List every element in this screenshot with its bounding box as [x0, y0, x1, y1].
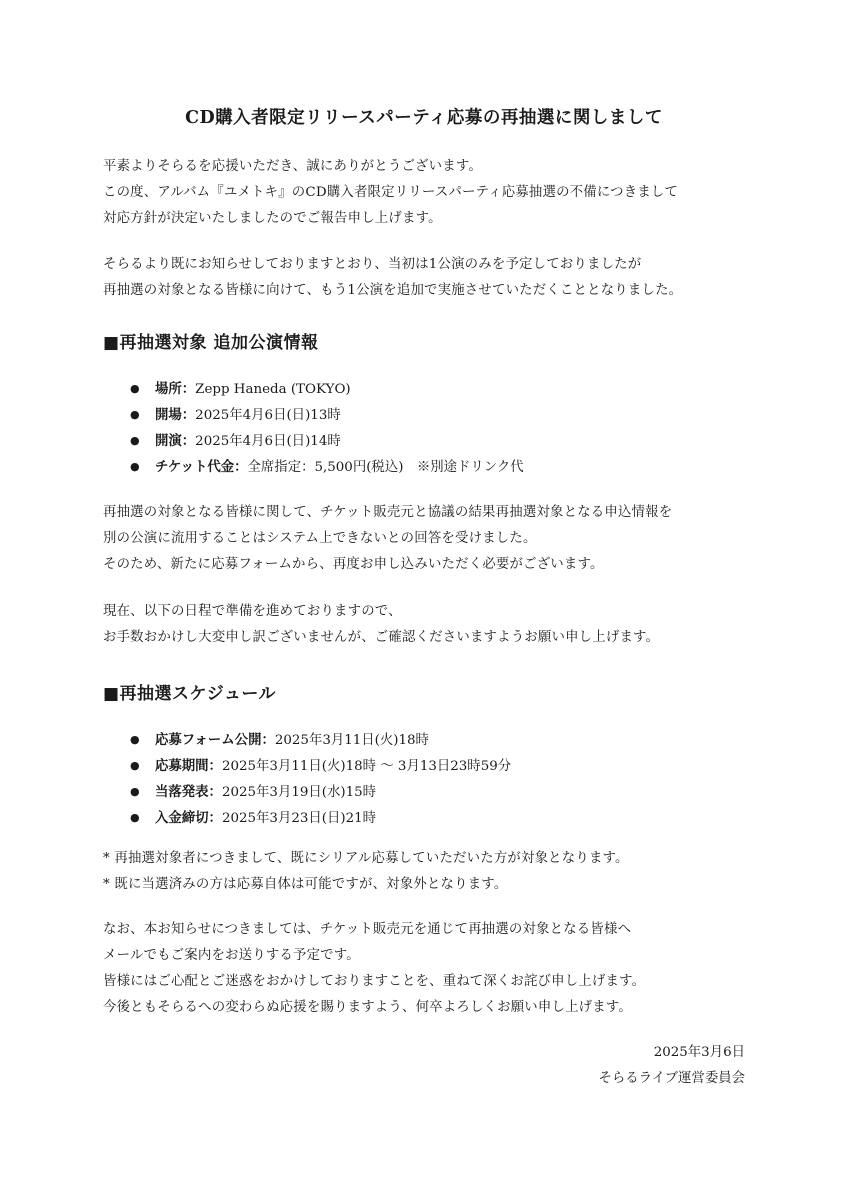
- section-heading-performance: ■再抽選対象 追加公演情報: [103, 333, 319, 353]
- list-item: ● 当落発表：2025年3月19日(水)15時: [130, 779, 511, 805]
- bullet-icon: ●: [130, 759, 140, 772]
- text-line: 対応方針が決定いたしましたのでご報告申し上げます。: [103, 211, 442, 226]
- text-line: 再抽選の対象となる皆様に関して、チケット販売元と協議の結果再抽選対象となる申込情報を: [103, 505, 673, 520]
- text-line: メールでもご案内をお送りする予定です。: [103, 948, 360, 963]
- text-line: 平素よりそらるを応援いただき、誠にありがとうございます。: [103, 159, 482, 174]
- signature-date: 2025年3月6日: [653, 1045, 745, 1060]
- list-item: ● 応募フォーム公開：2025年3月11日(火)18時: [130, 727, 511, 753]
- text-line: お手数おかけし大変申し訳ございませんが、ご確認くださいますようお願い申し上げます。: [103, 630, 660, 645]
- bullet-icon: ●: [130, 460, 140, 473]
- text-line: 再抽選の対象となる皆様に向けて、もう1公演を追加で実施させていただくこととなりました。: [103, 283, 683, 298]
- announcement-paragraph: [103, 252, 682, 304]
- text-line: 現在、以下の日程で準備を進めておりますので、: [103, 604, 402, 619]
- list-item: ● 開場：2025年4月6日(日)13時: [130, 402, 524, 428]
- note-line: * 再抽選対象者につきまして、既にシリアル応募していただいた方が対象となります。: [103, 851, 629, 866]
- list-item: ● 応募期間：2025年3月11日(火)18時 ～ 3月13日23時59分: [130, 753, 511, 779]
- text-line: そらるより既にお知らせしておりますとおり、当初は1公演のみを予定しておりましたが: [103, 257, 642, 272]
- bullet-icon: ●: [130, 785, 140, 798]
- document-title: CD購入者限定リリースパーティ応募の再抽選に関しまして: [185, 108, 663, 128]
- bullet-icon: ●: [130, 382, 140, 395]
- closing-paragraph: [103, 917, 645, 1021]
- list-item: ● 開演：2025年4月6日(日)14時: [130, 428, 524, 454]
- bullet-icon: ●: [130, 408, 140, 421]
- text-line: 今後ともそらるへの変わらぬ応援を賜りますよう、何卒よろしくお願い申し上げます。: [103, 1000, 632, 1015]
- list-item: ● 入金締切：2025年3月23日(日)21時: [130, 805, 511, 831]
- text-line: そのため、新たに応募フォームから、再度お申し込みいただく必要がございます。: [103, 557, 604, 572]
- note-line: * 既に当選済みの方は応募自体は可能ですが、対象外となります。: [103, 877, 508, 892]
- list-item: ● 場所：Zepp Haneda (TOKYO): [130, 376, 524, 402]
- text-line: なお、本お知らせにつきましては、チケット販売元を通じて再抽選の対象となる皆様へ: [103, 922, 632, 937]
- schedule-list: [130, 727, 511, 831]
- notes: [103, 846, 629, 898]
- bullet-icon: ●: [130, 434, 140, 447]
- section-heading-schedule: ■再抽選スケジュール: [103, 684, 277, 704]
- text-line: 皆様にはご心配とご迷惑をおかけしておりますことを、重ねて深くお詫び申し上げます。: [103, 974, 646, 989]
- intro-paragraph: [103, 154, 678, 232]
- list-item: ● チケット代金：全席指定：5,500円(税込) ※別途ドリンク代: [130, 454, 524, 480]
- signature: [599, 1040, 746, 1092]
- bullet-icon: ●: [130, 811, 140, 824]
- explanation-paragraph: [103, 500, 672, 578]
- preparation-paragraph: [103, 599, 659, 651]
- performance-info-list: [130, 376, 524, 480]
- text-line: この度、アルバム『ユメトキ』のCD購入者限定リリースパーティ応募抽選の不備につきまして: [103, 185, 679, 200]
- bullet-icon: ●: [130, 733, 140, 746]
- signature-org: そらるライブ運営委員会: [598, 1071, 745, 1086]
- text-line: 別の公演に流用することはシステム上できないとの回答を受けました。: [103, 531, 537, 546]
